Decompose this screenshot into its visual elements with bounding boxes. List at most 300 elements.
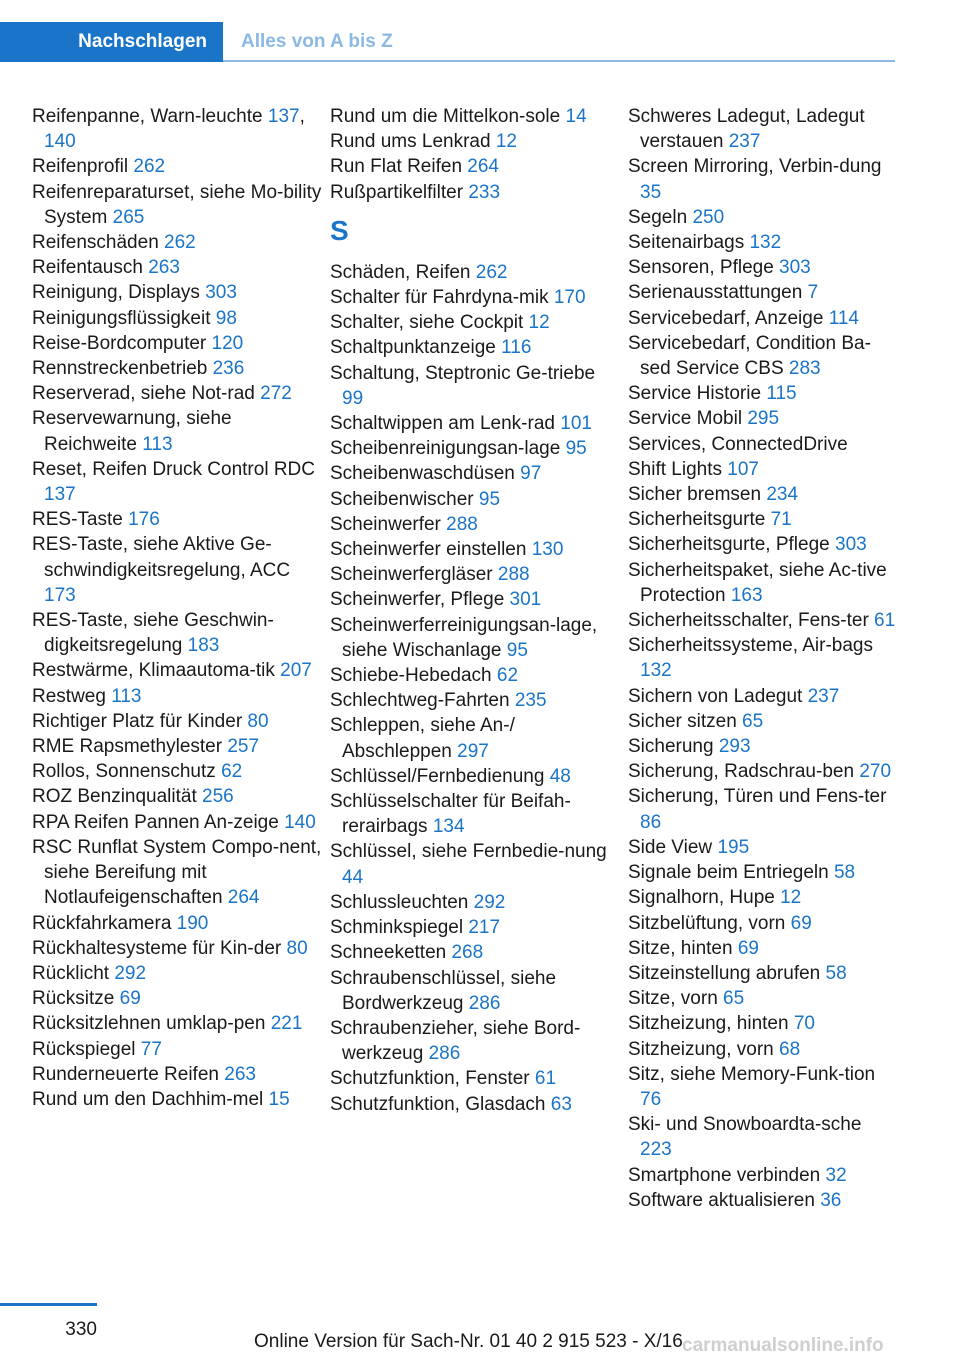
index-term: Screen Mirroring, Verbin-dung: [628, 156, 882, 178]
index-term: Reifenreparaturset, siehe Mo-bility System: [32, 181, 322, 228]
index-term: Servicebedarf, Condition Ba-sed Service CBS: [628, 332, 871, 380]
page-reference-link[interactable]: 288: [446, 513, 478, 535]
index-term: Schalter für Fahrdyna-mik: [330, 287, 554, 309]
index-term: Schaltwippen am Lenk-rad: [330, 413, 561, 435]
page-reference-link[interactable]: 65: [742, 710, 764, 732]
index-entry: [628, 1011, 896, 1036]
page-reference-link[interactable]: 97: [520, 463, 542, 485]
page-reference-link[interactable]: 12: [528, 312, 550, 334]
index-entry: [330, 104, 620, 129]
index-entry: [628, 482, 896, 507]
page-reference-link[interactable]: 86: [640, 811, 662, 833]
index-entry: [628, 205, 896, 230]
index-entry: [628, 1062, 896, 1112]
page-reference-link[interactable]: 265: [112, 206, 145, 228]
index-entry: [330, 688, 620, 713]
index-entry: [32, 658, 322, 683]
page-reference-link[interactable]: 288: [497, 564, 530, 586]
index-entry: [32, 306, 322, 331]
page-reference-link[interactable]: 58: [833, 862, 856, 884]
page-reference-link[interactable]: 101: [560, 413, 592, 435]
index-term: Rußpartikelfilter: [330, 181, 469, 203]
index-entry: [628, 457, 896, 482]
page-header: [0, 22, 895, 62]
index-entry: [330, 562, 620, 587]
page-reference-link[interactable]: 107: [727, 458, 759, 480]
page-reference-link[interactable]: 292: [473, 891, 506, 913]
index-term: Sicherheitsgurte, Pflege: [628, 534, 836, 556]
index-term: Reinigungsflüssigkeit: [32, 307, 216, 329]
index-entry: [32, 911, 322, 936]
index-term: Sitze, vorn: [628, 988, 724, 1010]
index-entry: [628, 381, 896, 406]
page-reference-link[interactable]: 303: [835, 534, 867, 556]
index-term: Sicher sitzen: [628, 710, 743, 732]
index-term: Sitz, siehe Memory-Funk-tion: [628, 1063, 876, 1085]
index-term: Schraubenzieher, siehe Bord-werkzeug: [330, 1017, 581, 1065]
index-term: Schiebe-Hebedach: [330, 665, 497, 687]
page-reference-link[interactable]: 120: [211, 332, 244, 354]
page-reference-link[interactable]: 80: [247, 710, 269, 732]
index-term: Rückhaltesysteme für Kin-der: [32, 937, 287, 959]
index-term: Reifenpanne, Warn-leuchte: [32, 106, 268, 127]
index-term: RPA Reifen Pannen An-zeige: [32, 811, 285, 833]
index-term: Scheinwerfergläser: [330, 564, 498, 586]
index-entry: [628, 331, 896, 381]
page-reference-link[interactable]: 170: [553, 287, 586, 309]
page-reference-link[interactable]: 301: [509, 589, 542, 611]
index-term: Schlussleuchten: [330, 891, 474, 913]
index-term: RES-Taste, siehe Aktive Ge-schwindigkeitsregelung, ACC: [32, 534, 291, 581]
index-entry: [32, 961, 322, 986]
page-reference-link[interactable]: 134: [432, 816, 465, 838]
index-entry: [330, 1066, 620, 1091]
index-entry: [628, 759, 896, 784]
index-entry: [628, 558, 896, 608]
index-term: Scheibenreinigungsan-lage: [330, 438, 566, 460]
page-reference-link[interactable]: 69: [737, 937, 759, 959]
index-term: Sitzbelüftung, vorn: [628, 912, 791, 934]
page-reference-link[interactable]: 65: [723, 988, 745, 1010]
page-reference-link[interactable]: 15: [268, 1088, 290, 1110]
index-term: Sicherung: [628, 736, 719, 758]
page-reference-link[interactable]: 68: [779, 1038, 801, 1060]
index-term: Reise-Bordcomputer: [32, 332, 212, 354]
page-reference-link[interactable]: 98: [215, 307, 237, 329]
page-reference-link[interactable]: 257: [227, 736, 260, 758]
index-term: Sicher bremsen: [628, 484, 767, 506]
index-entry: [330, 361, 620, 411]
index-term: Rückfahrkamera: [32, 912, 177, 934]
page-reference-link[interactable]: 62: [496, 665, 519, 687]
index-entry: [330, 129, 620, 154]
page-reference-link[interactable]: 237: [807, 685, 840, 707]
index-entry: [628, 986, 896, 1011]
index-term: Richtiger Platz für Kinder: [32, 710, 248, 732]
index-term: Reifenschäden: [32, 232, 165, 254]
index-entry: [32, 1087, 322, 1112]
page-reference-link[interactable]: 283: [788, 358, 821, 380]
index-term: Schleppen, siehe An-/ Abschleppen: [330, 715, 515, 762]
index-entry: [628, 280, 896, 305]
page-reference-link[interactable]: 217: [468, 917, 501, 939]
index-term: Schminkspiegel: [330, 917, 469, 939]
page-reference-link[interactable]: 44: [342, 866, 364, 888]
page-reference-link[interactable]: 190: [176, 912, 209, 934]
page-reference-link[interactable]: 99: [342, 387, 364, 409]
page-reference-link[interactable]: 221: [270, 1013, 303, 1035]
index-entry: [330, 587, 620, 612]
page-reference-link[interactable]: 173: [44, 584, 76, 606]
index-term: Shift Lights: [628, 458, 728, 480]
page-reference-link[interactable]: 235: [514, 690, 547, 712]
page-reference-link[interactable]: 195: [717, 836, 750, 858]
index-term: Seitenairbags: [628, 232, 750, 254]
index-entry: [32, 230, 322, 255]
index-entry: [330, 613, 620, 663]
index-entry: [330, 180, 620, 205]
index-entry: [628, 684, 896, 709]
index-term: Smartphone verbinden: [628, 1164, 826, 1186]
index-term: Restwärme, Klimaautoma-tik: [32, 660, 281, 682]
page-reference-link[interactable]: 262: [164, 232, 196, 254]
watermark: carmanualsonline.info: [682, 1335, 884, 1356]
index-term: Run Flat Reifen: [330, 156, 468, 178]
page-reference-link[interactable]: 113: [142, 433, 173, 455]
index-entry: [32, 986, 322, 1011]
page-reference-link[interactable]: 61: [874, 610, 896, 632]
index-term: RME Rapsmethylester: [32, 736, 228, 758]
index-term: Sitzeinstellung abrufen: [628, 962, 826, 984]
index-term: Sicherheitsschalter, Fens-ter: [628, 610, 875, 632]
page-reference-link[interactable]: 48: [549, 765, 571, 787]
index-entry: [32, 255, 322, 280]
index-entry: [628, 961, 896, 986]
page-reference-link[interactable]: 137: [267, 106, 300, 127]
page-reference-link[interactable]: 77: [140, 1038, 162, 1060]
page-reference-link[interactable]: 12: [495, 131, 517, 153]
index-entry: [32, 154, 322, 179]
footer-divider: [0, 1303, 97, 1306]
index-term: Sicherheitssysteme, Air-bags: [628, 635, 873, 657]
page-reference-link[interactable]: 262: [475, 261, 508, 283]
index-term: RES-Taste, siehe Geschwin-digkeitsregelung: [32, 610, 274, 657]
index-term: Schlüssel/Fernbedienung: [330, 765, 550, 787]
index-entry: [32, 1011, 322, 1036]
index-entry: [628, 1112, 896, 1162]
page-reference-link[interactable]: 130: [531, 539, 564, 561]
index-entry: [628, 230, 896, 255]
index-term: Segeln: [628, 206, 693, 228]
index-entry: [32, 936, 322, 961]
page-reference-link[interactable]: 35: [640, 181, 662, 203]
page-reference-link[interactable]: 207: [280, 660, 312, 682]
index-entry: [32, 684, 322, 709]
page-reference-link[interactable]: 62: [221, 761, 243, 783]
index-term: Schaltpunktanzeige: [330, 337, 502, 359]
index-entry: [330, 285, 620, 310]
index-entry: [628, 1163, 896, 1188]
page-reference-link[interactable]: 115: [766, 383, 797, 405]
index-term: Restweg: [32, 685, 112, 707]
index-term: Scheinwerfer einstellen: [330, 539, 532, 561]
index-entry: [32, 1062, 322, 1087]
tab-nachschlagen[interactable]: Nachschlagen: [0, 22, 223, 62]
index-term: Rund um die Mittelkon-sole: [330, 106, 566, 127]
index-entry: [32, 507, 322, 532]
index-term: Schneeketten: [330, 942, 452, 964]
index-entry: [32, 709, 322, 734]
index-term: Reinigung, Displays: [32, 282, 206, 304]
index-entry: [330, 461, 620, 486]
index-entry: [330, 512, 620, 537]
page-reference-link[interactable]: 71: [770, 509, 792, 531]
index-term: Side View: [628, 836, 718, 858]
page-reference-link[interactable]: 297: [457, 740, 489, 762]
index-term: Signale beim Entriegeln: [628, 862, 834, 884]
index-entry: [32, 810, 322, 835]
page-reference-link[interactable]: 303: [779, 257, 811, 279]
tab-alles-von-a-bis-z[interactable]: Alles von A bis Z: [241, 31, 393, 52]
page-reference-link[interactable]: 293: [718, 736, 751, 758]
index-term: Sichern von Ladegut: [628, 685, 808, 707]
index-entry: [330, 1092, 620, 1117]
page-reference-link[interactable]: 14: [565, 106, 587, 127]
index-term: Schaltung, Steptronic Ge-triebe: [330, 362, 596, 384]
index-entry: [330, 839, 620, 889]
index-section-letter: S: [330, 214, 349, 246]
page-reference-link[interactable]: 116: [501, 337, 532, 359]
index-term: Schraubenschlüssel, siehe Bordwerkzeug: [330, 967, 557, 1014]
index-entry: [32, 532, 322, 608]
page-reference-link[interactable]: 264: [227, 887, 260, 909]
index-entry: [32, 381, 322, 406]
index-entry: [330, 764, 620, 789]
index-term: Scheibenwischer: [330, 488, 479, 510]
index-term: Rücksitze: [32, 988, 120, 1010]
index-term: Sicherheitsgurte: [628, 509, 771, 531]
page-reference-link[interactable]: 80: [286, 937, 308, 959]
index-entry: [32, 734, 322, 759]
page-reference-link[interactable]: 32: [825, 1164, 847, 1186]
index-entry: [330, 537, 620, 562]
index-entry: [628, 911, 896, 936]
page-reference-link[interactable]: 236: [212, 358, 245, 380]
index-term: Sitzheizung, vorn: [628, 1038, 780, 1060]
page-reference-link[interactable]: 95: [565, 438, 587, 460]
page-reference-link[interactable]: 303: [205, 282, 237, 304]
page-reference-link[interactable]: 113: [111, 685, 142, 707]
page-reference-link[interactable]: 256: [202, 786, 234, 808]
page-reference-separator: ,: [299, 106, 305, 127]
index-term: Schlechtweg-Fahrten: [330, 690, 515, 712]
index-column-1: [32, 104, 322, 1112]
index-entry: [330, 487, 620, 512]
index-entry: [330, 335, 620, 360]
header-divider: [223, 60, 895, 62]
index-term: Schutzfunktion, Fenster: [330, 1068, 535, 1090]
index-entry: [32, 608, 322, 658]
page-reference-link[interactable]: 95: [506, 639, 528, 661]
index-term: RES-Taste: [32, 509, 129, 531]
page-reference-link[interactable]: 61: [534, 1068, 557, 1090]
page-reference-link[interactable]: 270: [859, 761, 892, 783]
index-entry: [32, 759, 322, 784]
index-entry: [32, 280, 322, 305]
index-entry: [330, 154, 620, 179]
index-entry: [32, 356, 322, 381]
index-term: Reserverad, siehe Not-rad: [32, 383, 261, 405]
footer-version-text: Online Version für Sach-Nr. 01 40 2 915 523 - X/16: [254, 1331, 683, 1352]
page-reference-link[interactable]: 292: [114, 962, 147, 984]
index-term: Scheinwerfer, Pflege: [330, 589, 510, 611]
page-reference-link[interactable]: 286: [428, 1043, 461, 1065]
page-reference-link[interactable]: 76: [640, 1088, 662, 1110]
index-term: Rund ums Lenkrad: [330, 131, 496, 153]
page-reference-link[interactable]: 233: [468, 181, 501, 203]
page-reference-link[interactable]: 223: [640, 1139, 672, 1161]
page-reference-link[interactable]: 140: [44, 131, 76, 153]
index-entry: [628, 406, 896, 431]
index-term: Servicebedarf, Anzeige: [628, 307, 829, 329]
index-entry: [32, 835, 322, 911]
index-entry: [628, 432, 896, 457]
index-term: Schlüsselschalter für Beifah-rerairbags: [330, 791, 571, 838]
page-reference-link[interactable]: 264: [467, 156, 499, 178]
index-term: Rückspiegel: [32, 1038, 141, 1060]
index-entry: [330, 310, 620, 335]
index-term: Reifenprofil: [32, 156, 134, 178]
index-entry: [628, 255, 896, 280]
index-entry: [628, 885, 896, 910]
index-term: Serienausstattungen: [628, 282, 808, 304]
index-entry: [628, 532, 896, 557]
page-reference-link[interactable]: 183: [187, 635, 220, 657]
index-term: Reifentausch: [32, 257, 149, 279]
index-entry: [628, 306, 896, 331]
page-reference-link[interactable]: 237: [728, 131, 761, 153]
index-term: Sicherung, Türen und Fens-ter: [628, 786, 887, 808]
index-term: Software aktualisieren: [628, 1189, 821, 1211]
index-entry: [32, 784, 322, 809]
index-entry: [628, 507, 896, 532]
index-entry: [330, 915, 620, 940]
page-number: 330: [65, 1319, 97, 1340]
index-entry: [330, 966, 620, 1016]
page-reference-link[interactable]: 262: [133, 156, 166, 178]
index-term: Reservewarnung, siehe Reichweite: [32, 408, 232, 455]
index-entry: [32, 180, 322, 230]
page-reference-link[interactable]: 137: [44, 484, 76, 506]
page-reference-link[interactable]: 69: [119, 988, 141, 1010]
page-reference-link[interactable]: 70: [793, 1013, 815, 1035]
index-entry: [628, 1188, 896, 1213]
index-entry: [330, 436, 620, 461]
page-reference-link[interactable]: 132: [640, 660, 672, 682]
index-term: Ski- und Snowboardta-sche: [628, 1114, 862, 1136]
index-term: Schalter, siehe Cockpit: [330, 312, 529, 334]
index-term: Scheinwerfer: [330, 513, 447, 535]
index-entry: [32, 104, 322, 154]
page-reference-link[interactable]: 63: [550, 1093, 572, 1115]
page-reference-link[interactable]: 295: [747, 408, 780, 430]
page-reference-link[interactable]: 234: [766, 484, 799, 506]
index-entry: [330, 1016, 620, 1066]
index-term: Schäden, Reifen: [330, 261, 476, 283]
page-reference-link[interactable]: 176: [128, 509, 160, 531]
index-entry: [628, 784, 896, 834]
index-entry: [330, 940, 620, 965]
index-entry: [330, 890, 620, 915]
page-reference-link[interactable]: 58: [825, 962, 847, 984]
index-entry: [628, 936, 896, 961]
page-reference-link[interactable]: 7: [807, 282, 819, 304]
index-term: Schweres Ladegut, Ladegut verstauen: [628, 106, 865, 153]
index-term: ROZ Benzinqualität: [32, 786, 203, 808]
index-column-3: [628, 104, 896, 1213]
index-term: Reset, Reifen Druck Control RDC: [32, 458, 315, 480]
index-entry: [330, 789, 620, 839]
index-entry: [32, 331, 322, 356]
index-term: Rücklicht: [32, 962, 115, 984]
index-term: Service Historie: [628, 383, 767, 405]
page-reference-link[interactable]: 69: [790, 912, 812, 934]
index-entry: [32, 457, 322, 507]
index-entry: [330, 260, 620, 285]
page-reference-link[interactable]: 12: [780, 887, 802, 909]
page-reference-link[interactable]: 263: [224, 1063, 256, 1085]
index-term: Runderneuerte Reifen: [32, 1063, 225, 1085]
page-reference-link[interactable]: 132: [749, 232, 782, 254]
index-entry: [628, 734, 896, 759]
page-reference-link[interactable]: 250: [692, 206, 725, 228]
index-entry: [628, 860, 896, 885]
index-term: Rennstreckenbetrieb: [32, 358, 213, 380]
index-entry: [330, 713, 620, 763]
page-reference-link[interactable]: 286: [468, 992, 501, 1014]
index-term: Rücksitzlehnen umklap-pen: [32, 1013, 271, 1035]
index-entry: [628, 608, 896, 633]
index-entry: [628, 709, 896, 734]
index-entry: [330, 411, 620, 436]
index-entry: [628, 835, 896, 860]
page-reference-link[interactable]: 272: [260, 383, 292, 405]
index-term: Sicherung, Radschrau-ben: [628, 761, 860, 783]
index-entry: [628, 1037, 896, 1062]
index-term: RSC Runflat System Compo-nent, siehe Bereifung mit Notlaufeigenschaften: [32, 836, 322, 909]
index-entry: [628, 104, 896, 154]
page-reference-link[interactable]: 95: [478, 488, 501, 510]
index-term: Signalhorn, Hupe: [628, 887, 781, 909]
index-entry: [32, 406, 322, 456]
page-reference-link[interactable]: 163: [730, 584, 763, 606]
index-term: Services, ConnectedDrive: [628, 433, 848, 455]
index-term: Rollos, Sonnenschutz: [32, 761, 222, 783]
index-term: Scheinwerferreinigungsan-lage, siehe Wischanlage: [330, 614, 598, 661]
page-reference-link[interactable]: 36: [820, 1189, 842, 1211]
page-reference-link[interactable]: 114: [828, 307, 859, 329]
index-entry: [330, 663, 620, 688]
index-term: Schutzfunktion, Glasdach: [330, 1093, 551, 1115]
index-column-2: [330, 104, 620, 1117]
index-term: Service Mobil: [628, 408, 748, 430]
page-reference-link[interactable]: 140: [284, 811, 316, 833]
page-reference-link[interactable]: 263: [148, 257, 180, 279]
index-term: Sicherheitspaket, siehe Ac-tive Protection: [628, 559, 887, 606]
index-term: Schlüssel, siehe Fernbedie-nung: [330, 841, 607, 863]
page-reference-link[interactable]: 268: [451, 942, 484, 964]
index-entry: [628, 154, 896, 204]
